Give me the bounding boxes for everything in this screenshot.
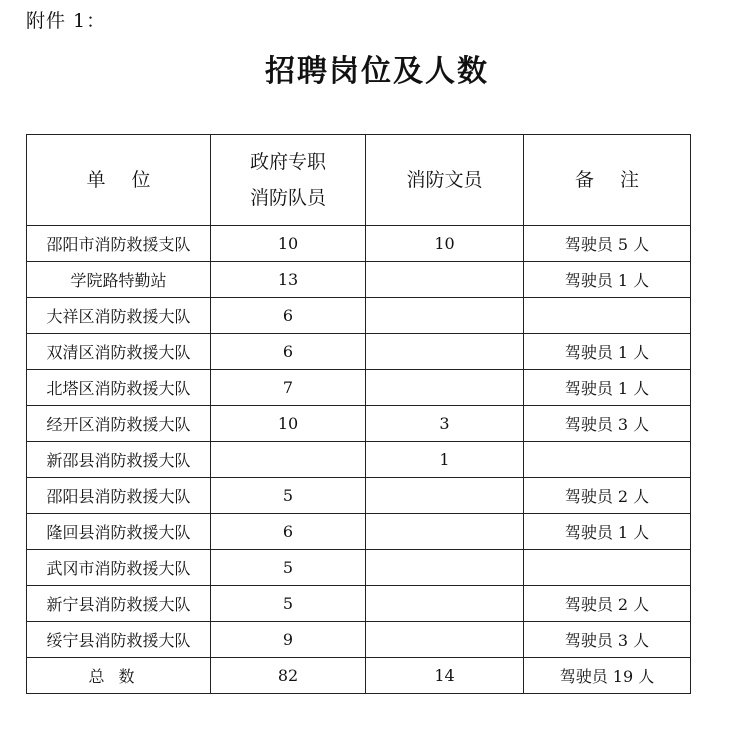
cell-total-label: 总数 [27, 658, 211, 694]
table-row [27, 262, 691, 298]
cell-note: 驾驶员 1 人 [524, 514, 691, 550]
table-row [27, 298, 691, 334]
cell-unit: 大祥区消防救援大队 [27, 298, 211, 334]
cell-gov: 9 [211, 622, 366, 658]
cell-gov: 6 [211, 298, 366, 334]
cell-unit: 新邵县消防救援大队 [27, 442, 211, 478]
cell-total-clerk: 14 [366, 658, 524, 694]
cell-gov: 5 [211, 478, 366, 514]
cell-note: 驾驶员 3 人 [524, 622, 691, 658]
recruitment-table [26, 134, 691, 694]
table-row [27, 442, 691, 478]
cell-clerk [366, 262, 524, 298]
cell-clerk: 1 [366, 442, 524, 478]
cell-note: 驾驶员 1 人 [524, 370, 691, 406]
cell-unit: 双清区消防救援大队 [27, 334, 211, 370]
table-row [27, 586, 691, 622]
cell-note: 驾驶员 1 人 [524, 334, 691, 370]
cell-clerk [366, 550, 524, 586]
cell-note: 驾驶员 5 人 [524, 226, 691, 262]
table-row [27, 226, 691, 262]
header-gov-firefighter [211, 135, 366, 226]
table-row [27, 622, 691, 658]
cell-note: 驾驶员 2 人 [524, 586, 691, 622]
cell-unit: 绥宁县消防救援大队 [27, 622, 211, 658]
table-row [27, 478, 691, 514]
cell-unit: 经开区消防救援大队 [27, 406, 211, 442]
cell-gov: 13 [211, 262, 366, 298]
cell-note [524, 550, 691, 586]
header-note: 备注 [524, 135, 691, 226]
cell-unit: 隆回县消防救援大队 [27, 514, 211, 550]
table-total-row [27, 658, 691, 694]
table-header-row [27, 135, 691, 226]
cell-gov: 5 [211, 586, 366, 622]
cell-clerk [366, 370, 524, 406]
cell-unit: 邵阳市消防救援支队 [27, 226, 211, 262]
table-row [27, 514, 691, 550]
cell-unit: 北塔区消防救援大队 [27, 370, 211, 406]
cell-unit: 邵阳县消防救援大队 [27, 478, 211, 514]
table-row [27, 370, 691, 406]
table-row [27, 334, 691, 370]
attachment-label: 附件 1： [26, 10, 107, 32]
cell-clerk [366, 514, 524, 550]
cell-total-gov: 82 [211, 658, 366, 694]
cell-gov: 6 [211, 514, 366, 550]
cell-clerk [366, 622, 524, 658]
cell-gov [211, 442, 366, 478]
cell-note: 驾驶员 2 人 [524, 478, 691, 514]
cell-note [524, 298, 691, 334]
cell-total-note: 驾驶员 19 人 [524, 658, 691, 694]
cell-clerk [366, 478, 524, 514]
header-gov-line1: 政府专职 [249, 151, 326, 173]
table-row [27, 406, 691, 442]
header-unit: 单位 [27, 135, 211, 226]
cell-clerk: 3 [366, 406, 524, 442]
table-row [27, 550, 691, 586]
page-title: 招聘岗位及人数 [265, 54, 489, 89]
cell-clerk [366, 298, 524, 334]
header-clerk: 消防文员 [366, 135, 524, 226]
cell-clerk [366, 586, 524, 622]
cell-note [524, 442, 691, 478]
cell-note: 驾驶员 1 人 [524, 262, 691, 298]
cell-unit: 新宁县消防救援大队 [27, 586, 211, 622]
cell-gov: 10 [211, 406, 366, 442]
cell-gov: 6 [211, 334, 366, 370]
cell-unit: 学院路特勤站 [27, 262, 211, 298]
cell-note: 驾驶员 3 人 [524, 406, 691, 442]
cell-unit: 武冈市消防救援大队 [27, 550, 211, 586]
cell-gov: 5 [211, 550, 366, 586]
cell-clerk [366, 334, 524, 370]
cell-clerk: 10 [366, 226, 524, 262]
header-gov-line2: 消防队员 [249, 187, 326, 209]
cell-gov: 10 [211, 226, 366, 262]
cell-gov: 7 [211, 370, 366, 406]
